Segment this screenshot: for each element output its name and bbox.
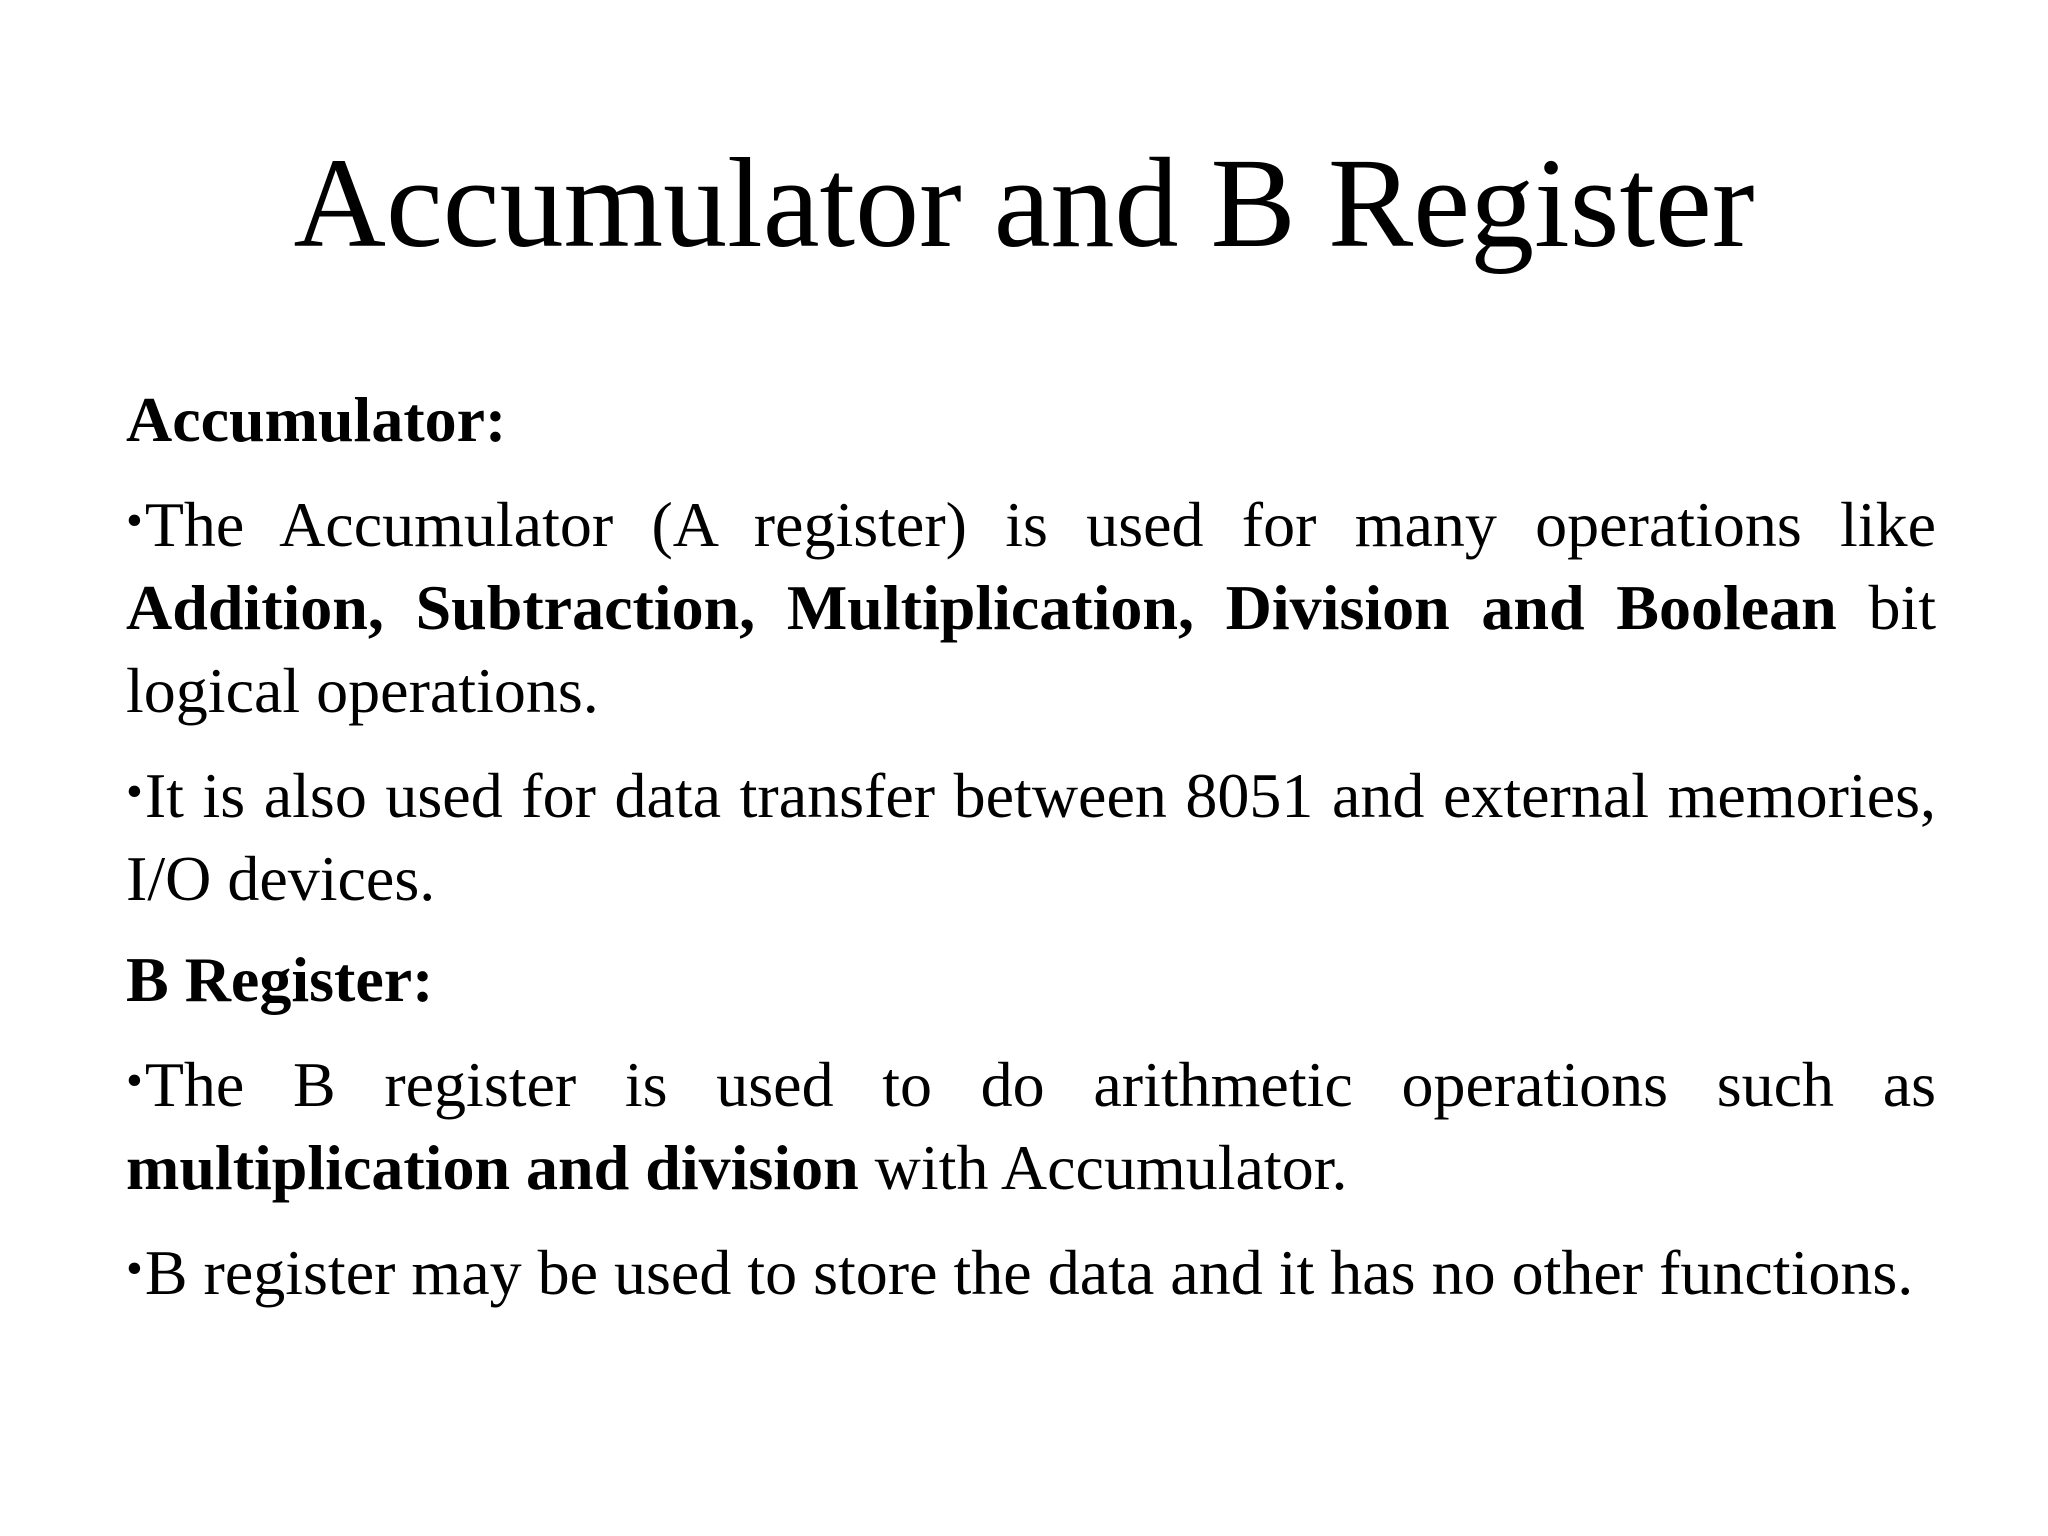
accumulator-point-1 — [126, 479, 1936, 732]
accumulator-heading: Accumulator: — [126, 384, 507, 455]
b-register-point-1-tail: with Accumulator. — [858, 1132, 1348, 1203]
bullet-icon: • — [126, 1242, 143, 1295]
accumulator-point-2-text: It is also used for data transfer between 8051 and external memories, I/O devices. — [126, 760, 1936, 914]
slide-content — [126, 378, 1936, 1332]
bullet-icon: • — [126, 494, 143, 547]
b-register-heading: B Register: — [126, 944, 434, 1015]
b-register-point-2-text: B register may be used to store the data and it has no other functions. — [144, 1237, 1914, 1308]
b-register-point-1 — [126, 1039, 1936, 1209]
accumulator-point-1-bold: Addition, Subtraction, Multiplication, Division and Boolean — [126, 572, 1837, 643]
slide-title: Accumulator and B Register — [293, 132, 1755, 274]
bullet-icon: • — [126, 765, 143, 818]
accumulator-point-1-tail: bit logical operations. — [126, 572, 1936, 726]
accumulator-point-2 — [126, 750, 1936, 920]
b-register-point-2 — [126, 1227, 1936, 1314]
b-register-point-1-text: The B register is used to do arithmetic operations such as — [144, 1049, 1936, 1120]
bullet-icon: • — [126, 1054, 143, 1107]
accumulator-point-1-text: The Accumulator (A register) is used for many operations like — [144, 489, 1936, 560]
b-register-point-1-bold: multiplication and division — [126, 1132, 859, 1203]
